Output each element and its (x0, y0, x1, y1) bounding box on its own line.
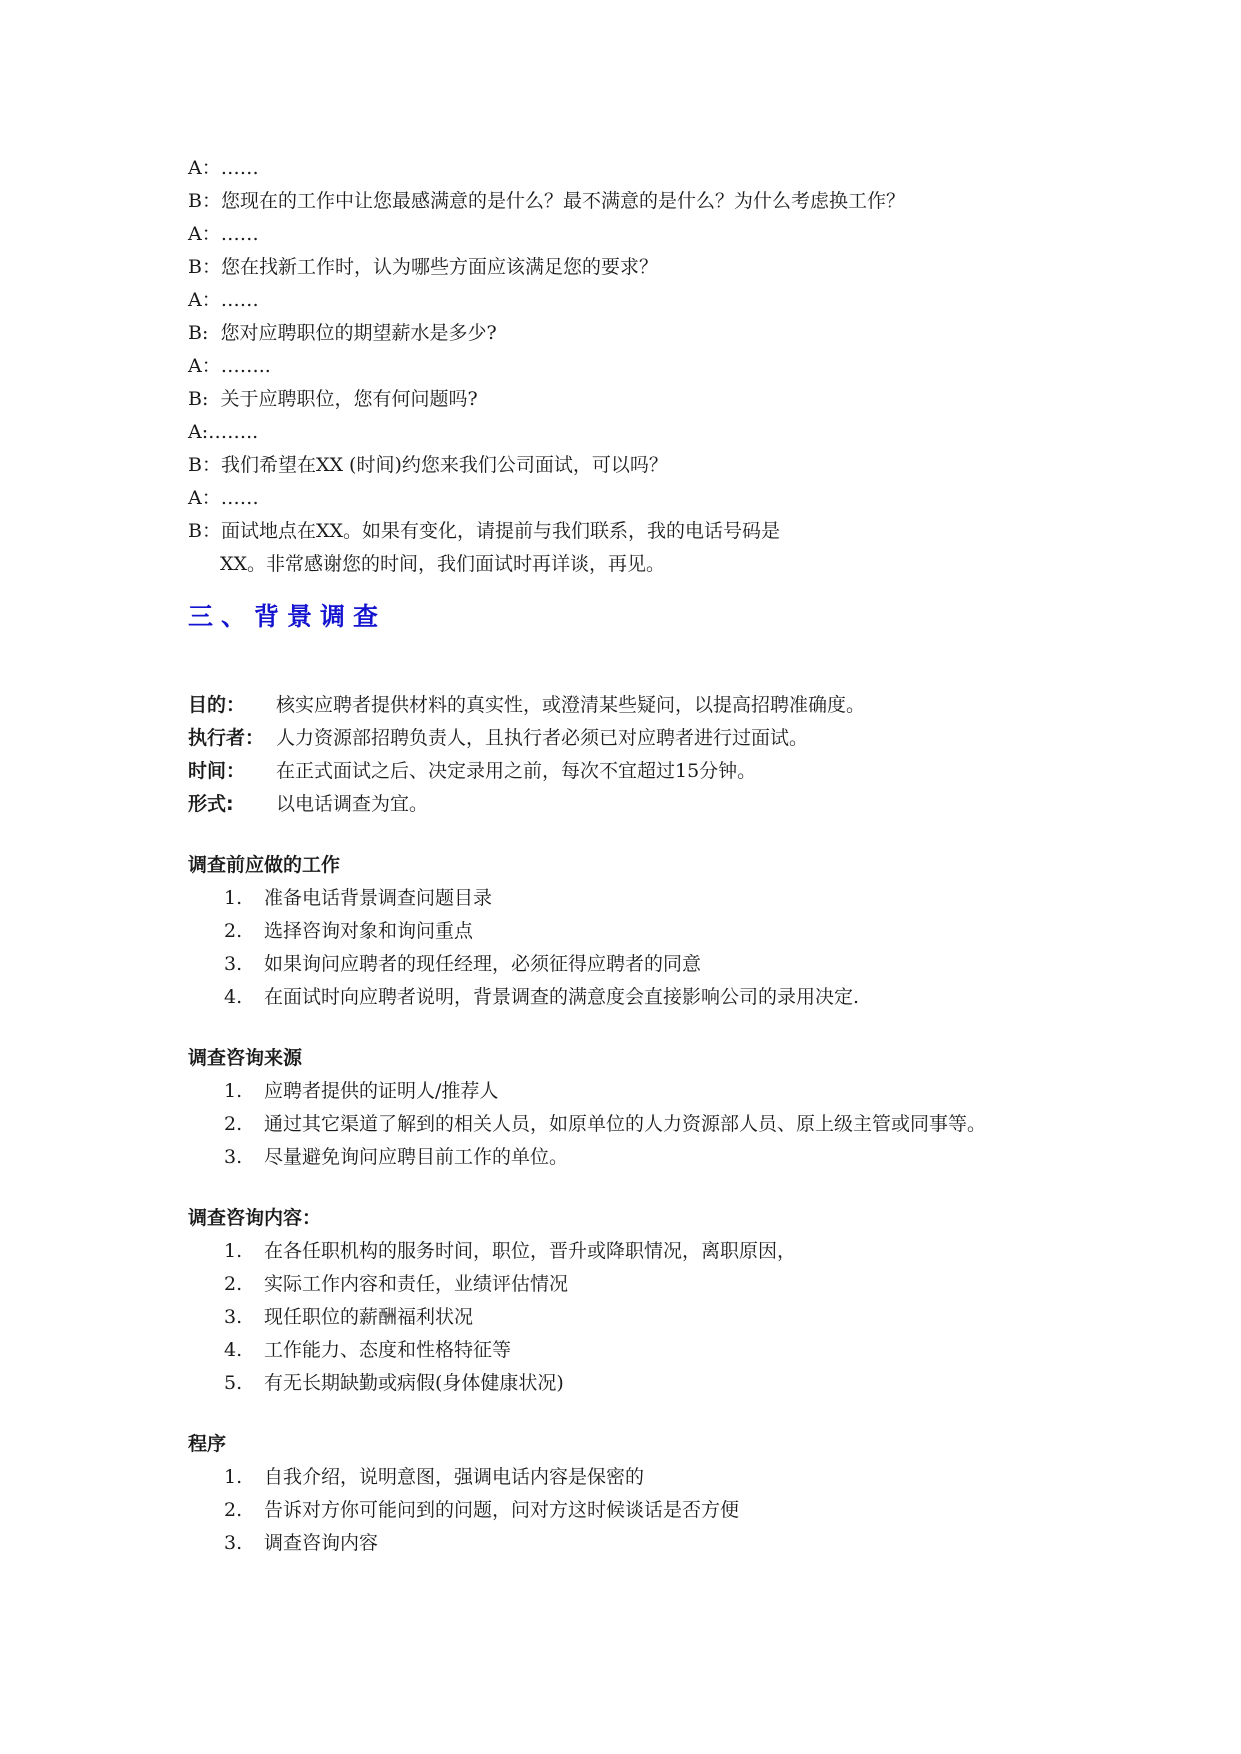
info-value: 以电话调查为宜。 (276, 793, 429, 815)
list-item (188, 1108, 1074, 1141)
info-label: 形式: (188, 793, 234, 815)
dialogue-line (188, 416, 1088, 449)
item-text: 通过其它渠道了解到的相关人员，如原单位的人力资源部人员、原上级主管或同事等。 (264, 1113, 987, 1135)
list-item (188, 1461, 1074, 1494)
section-procedure (188, 1428, 1088, 1560)
dialogue-line (188, 383, 1088, 416)
dialogue-line (188, 251, 1088, 284)
dialogue-line (188, 449, 1088, 482)
speaker-label: A： (188, 355, 221, 377)
info-row-executor (188, 722, 1088, 755)
item-text: 自我介绍，说明意图，强调电话内容是保密的 (264, 1466, 645, 1488)
info-row-time (188, 755, 1088, 788)
item-text: 现任职位的薪酬福利状况 (264, 1306, 474, 1328)
item-number: 2. (224, 1499, 243, 1521)
speaker-label: B: (188, 322, 209, 344)
preparation-list (188, 882, 1088, 1014)
item-text: 应聘者提供的证明人/推荐人 (264, 1080, 499, 1102)
item-number: 3. (224, 1306, 243, 1328)
item-text: 有无长期缺勤或病假(身体健康状况) (264, 1372, 564, 1394)
section-title: 三、背景调查 (188, 602, 387, 631)
item-number: 4. (224, 986, 243, 1008)
dialogue-text: 您现在的工作中让您最感满意的是什么？最不满意的是什么？为什么考虑换工作？ (220, 190, 905, 212)
section-heading: 调查咨询来源 (188, 1047, 303, 1069)
page-content (188, 152, 1088, 1560)
item-text: 在各任职机构的服务时间，职位，晋升或降职情况，离职原因， (264, 1240, 797, 1262)
item-text: 实际工作内容和责任，业绩评估情况 (264, 1273, 569, 1295)
item-number: 3. (224, 953, 243, 975)
list-item (188, 1494, 1074, 1527)
list-item (188, 981, 1074, 1014)
list-item (188, 1527, 1074, 1560)
dialogue-text: 您在找新工作时，认为哪些方面应该满足您的要求？ (220, 256, 658, 278)
item-number: 2. (224, 920, 243, 942)
dialogue-line (188, 515, 1088, 548)
item-number: 1. (224, 887, 243, 909)
item-text: 工作能力、态度和性格特征等 (264, 1339, 512, 1361)
item-number: 1. (224, 1080, 243, 1102)
dialogue-text: 面试地点在XX。如果有变化，请提前与我们联系，我的电话号码是 (220, 520, 781, 542)
list-item (188, 1268, 1074, 1301)
info-label: 目的： (188, 694, 246, 716)
speaker-label: B： (188, 190, 221, 212)
background-check-info (188, 689, 1088, 821)
item-number: 2. (224, 1273, 243, 1295)
list-item (188, 882, 1074, 915)
info-row-form (188, 788, 1088, 821)
dialogue-line (188, 185, 1088, 218)
speaker-label: A： (188, 157, 221, 179)
item-number: 4. (224, 1339, 243, 1361)
interview-dialogue (188, 152, 1088, 581)
dialogue-text: 关于应聘职位，您有何问题吗? (208, 388, 478, 410)
item-text: 尽量避免询问应聘目前工作的单位。 (264, 1146, 569, 1168)
dialogue-text: 我们希望在XX (时间)约您来我们公司面试，可以吗？ (220, 454, 668, 476)
item-text: 在面试时向应聘者说明，背景调查的满意度会直接影响公司的录用决定. (264, 986, 860, 1008)
speaker-label: B: (188, 388, 209, 410)
dialogue-line (188, 284, 1088, 317)
item-number: 1. (224, 1466, 243, 1488)
info-value: 人力资源部招聘负责人，且执行者必须已对应聘者进行过面试。 (276, 727, 809, 749)
item-text: 选择咨询对象和询问重点 (264, 920, 474, 942)
content-list (188, 1235, 1088, 1400)
list-item (188, 1075, 1074, 1108)
info-label: 时间： (188, 760, 246, 782)
dialogue-text: 您对应聘职位的期望薪水是多少? (208, 322, 497, 344)
section-heading: 调查咨询内容： (188, 1207, 322, 1229)
info-value: 在正式面试之后、决定录用之前，每次不宜超过15分钟。 (276, 760, 757, 782)
section-heading: 程序 (188, 1433, 227, 1455)
speaker-label: A： (188, 487, 221, 509)
dialogue-text: …… (220, 487, 259, 509)
item-number: 1. (224, 1240, 243, 1262)
speaker-label: B： (188, 256, 221, 278)
item-number: 3. (224, 1146, 243, 1168)
speaker-label: A： (188, 223, 221, 245)
dialogue-line (188, 482, 1088, 515)
section-preparation (188, 849, 1088, 1014)
dialogue-line (188, 317, 1088, 350)
dialogue-text: …… (220, 157, 259, 179)
list-item (188, 1367, 1074, 1400)
item-text: 如果询问应聘者的现任经理，必须征得应聘者的同意 (264, 953, 702, 975)
speaker-label: A: (188, 421, 209, 443)
speaker-label: B： (188, 454, 221, 476)
dialogue-line (188, 152, 1088, 185)
speaker-label: A： (188, 289, 221, 311)
info-row-purpose (188, 689, 1088, 722)
list-item (188, 915, 1074, 948)
dialogue-text: …… (220, 289, 259, 311)
section-content (188, 1202, 1088, 1400)
item-number: 5. (224, 1372, 243, 1394)
item-number: 2. (224, 1113, 243, 1135)
dialogue-text: …….. (208, 421, 259, 443)
dialogue-text: …… (220, 223, 259, 245)
dialogue-text: …….. (220, 355, 271, 377)
dialogue-line (188, 350, 1088, 383)
list-item (188, 1141, 1074, 1174)
item-number: 3. (224, 1532, 243, 1554)
section-heading: 调查前应做的工作 (188, 854, 341, 876)
list-item (188, 948, 1074, 981)
item-text: 调查咨询内容 (264, 1532, 379, 1554)
info-value: 核实应聘者提供材料的真实性，或澄清某些疑问，以提高招聘准确度。 (276, 694, 866, 716)
list-item (188, 1235, 1074, 1268)
dialogue-continuation: XX。非常感谢您的时间，我们面试时再详谈，再见。 (220, 553, 666, 575)
section-sources (188, 1042, 1088, 1174)
speaker-label: B： (188, 520, 221, 542)
list-item (188, 1334, 1074, 1367)
item-text: 准备电话背景调查问题目录 (264, 887, 493, 909)
procedure-list (188, 1461, 1088, 1560)
info-label: 执行者： (188, 727, 265, 749)
sources-list (188, 1075, 1088, 1174)
item-text: 告诉对方你可能问到的问题，问对方这时候谈话是否方便 (264, 1499, 740, 1521)
dialogue-line (188, 218, 1088, 251)
list-item (188, 1301, 1074, 1334)
